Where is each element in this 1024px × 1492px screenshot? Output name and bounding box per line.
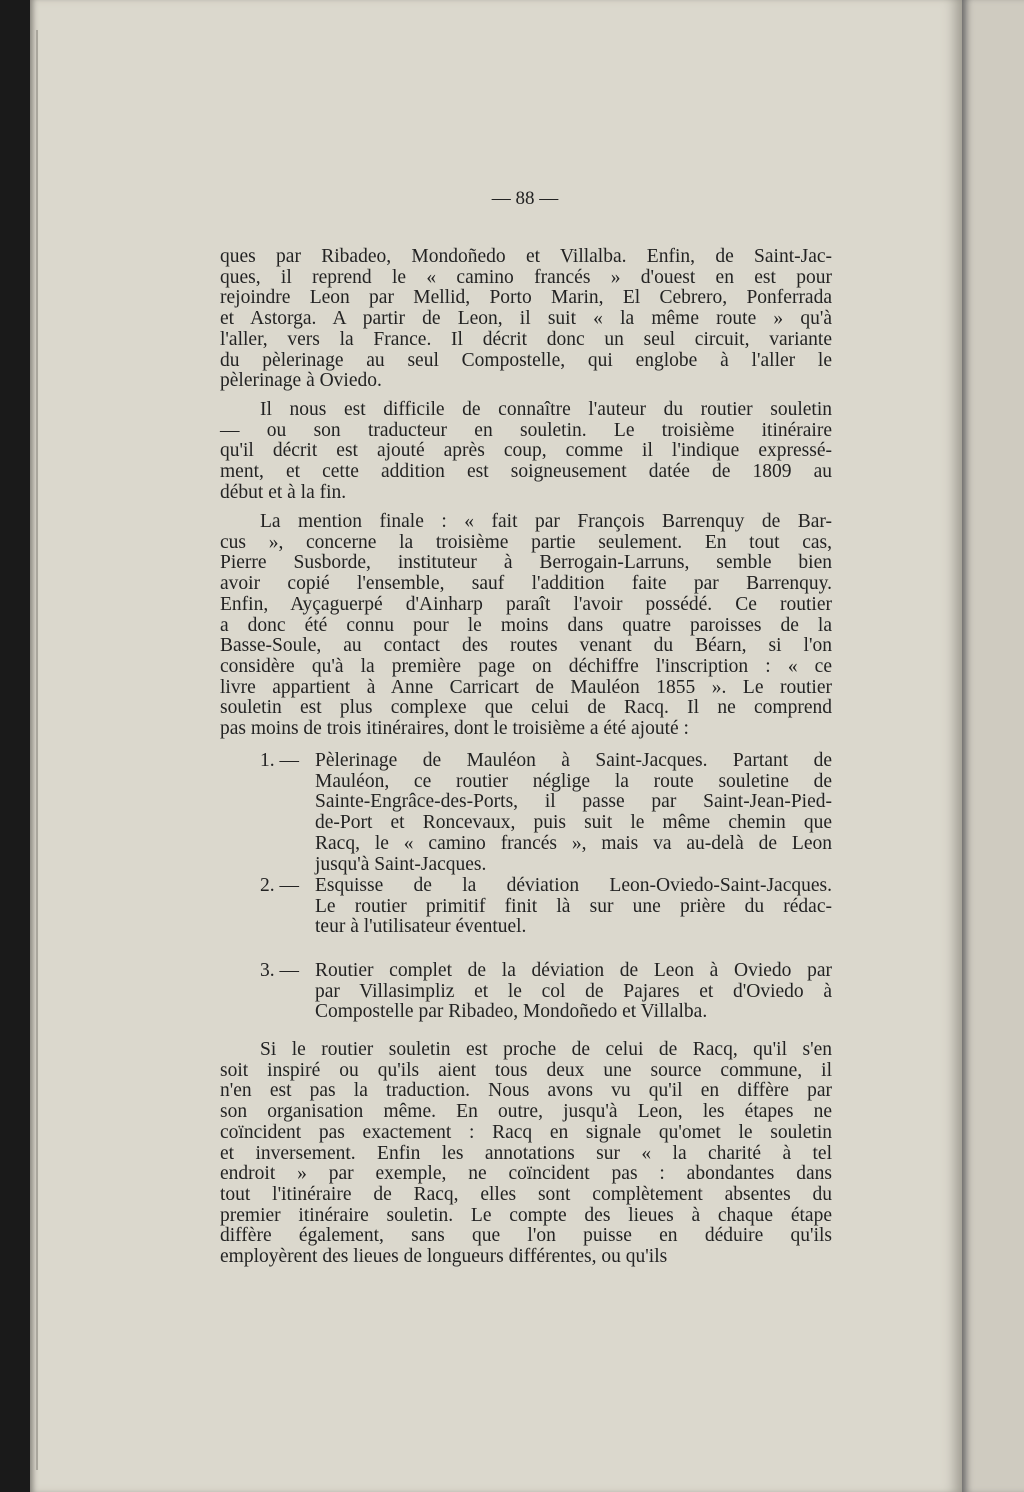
text-line: Racq, le « camino francés », mais va au-delà de Leon <box>315 832 832 854</box>
text-line: soit inspiré ou qu'ils aient tous deux une source commune, il <box>220 1059 832 1081</box>
paragraph <box>220 512 832 740</box>
text-line: a donc été connu pour le moins dans quatre paroisses de la <box>220 614 832 636</box>
text-line: Il nous est difficile de connaître l'auteur du routier souletin <box>260 399 832 420</box>
text-line: Enfin, Ayçaguerpé d'Ainharp paraît l'avoir possédé. Ce routier <box>220 593 832 615</box>
text-line: Si le routier souletin est proche de celui de Racq, qu'il s'en <box>260 1039 832 1060</box>
text-line: début et à la fin. <box>220 481 347 503</box>
text-line: n'en est pas la traduction. Nous avons vu qu'il en diffère par <box>220 1080 832 1102</box>
list-number: 2. — <box>260 875 299 896</box>
text-line: employèrent des lieues de longueurs différentes, ou qu'ils <box>220 1246 668 1268</box>
text-line: Compostelle par Ribadeo, Mondoñedo et Villalba. <box>315 1001 708 1023</box>
text-line: Esquisse de la déviation Leon-Oviedo-Saint-Jacques. <box>315 875 832 896</box>
text-line: Pèlerinage de Mauléon à Saint-Jacques. Partant de <box>315 750 832 771</box>
paragraph <box>220 1040 832 1268</box>
text-line: Pierre Susborde, instituteur à Berrogain-Larruns, semble bien <box>220 552 832 574</box>
text-line: Mauléon, ce routier néglige la route souletine de <box>315 770 832 792</box>
list-item <box>260 875 832 938</box>
text-line: qu'il décrit est ajouté après coup, comme il l'indique expressé- <box>220 440 832 462</box>
text-line: son organisation même. En outre, jusqu'à Leon, les étapes ne <box>220 1101 832 1123</box>
book-page <box>30 0 962 1492</box>
paragraph <box>220 400 832 504</box>
page-edge <box>36 30 38 1470</box>
paragraph <box>220 247 832 392</box>
text-line: de-Port et Roncevaux, puis suit le même chemin que <box>315 812 832 834</box>
text-line: Basse-Soule, au contact des routes venant du Béarn, si l'on <box>220 635 832 657</box>
text-line: cus », concerne la troisième partie seulement. En tout cas, <box>220 531 832 553</box>
list-item <box>260 960 832 1023</box>
list-number: 3. — <box>260 960 299 981</box>
page-number: — 88 — <box>491 188 559 209</box>
text-line: — ou son traducteur en souletin. Le troisième itinéraire <box>220 419 832 441</box>
text-line: avoir copié l'ensemble, sauf l'addition faite par Barrenquy. <box>220 573 832 595</box>
text-line: endroit » par exemple, ne coïncident pas : abondantes dans <box>220 1163 832 1185</box>
text-line: La mention finale : « fait par François Barrenquy de Bar- <box>260 511 832 532</box>
text-line: et inversement. Enfin les annotations sur « la charité à tel <box>220 1142 832 1164</box>
text-line: l'aller, vers la France. Il décrit donc un seul circuit, variante <box>220 328 832 350</box>
text-line: tout l'itinéraire de Racq, elles sont complètement absentes du <box>220 1183 832 1205</box>
list-item <box>260 750 832 875</box>
text-line: et Astorga. A partir de Leon, il suit « la même route » qu'à <box>220 308 832 330</box>
text-line: livre appartient à Anne Carricart de Mauléon 1855 ». Le routier <box>220 676 832 698</box>
text-line: diffère également, sans que l'on puisse en déduire qu'ils <box>220 1225 832 1247</box>
text-line: rejoindre Leon par Mellid, Porto Marin, El Cebrero, Ponferrada <box>220 287 832 309</box>
text-line: pèlerinage à Oviedo. <box>220 370 382 392</box>
text-line: Routier complet de la déviation de Leon à Oviedo par <box>315 960 832 981</box>
text-line: par Villasimpliz et le col de Pajares et d'Oviedo à <box>315 980 832 1002</box>
list-number: 1. — <box>260 750 299 771</box>
text-line: ques, il reprend le « camino francés » d'ouest en est pour <box>220 266 832 288</box>
text-line: Sainte-Engrâce-des-Ports, il passe par Saint-Jean-Pied- <box>315 791 832 813</box>
text-line: premier itinéraire souletin. Le compte des lieues à chaque étape <box>220 1204 832 1226</box>
text-line: ment, et cette addition est soigneusement datée de 1809 au <box>220 461 832 483</box>
text-line: pas moins de trois itinéraires, dont le troisième a été ajouté : <box>220 718 689 740</box>
text-line: considère qu'à la première page on déchiffre l'inscription : « ce <box>220 655 832 677</box>
text-line: Le routier primitif finit là sur une prière du rédac- <box>315 895 832 917</box>
text-line: ques par Ribadeo, Mondoñedo et Villalba. Enfin, de Saint-Jac- <box>220 246 832 267</box>
facing-page <box>962 0 1024 1492</box>
text-line: jusqu'à Saint-Jacques. <box>315 853 487 875</box>
text-line: teur à l'utilisateur éventuel. <box>315 916 527 938</box>
text-line: souletin est plus complexe que celui de Racq. Il ne comprend <box>220 697 832 719</box>
text-line: coïncident pas exactement : Racq en signale qu'omet le souletin <box>220 1121 832 1143</box>
text-line: du pèlerinage au seul Compostelle, qui englobe à l'aller le <box>220 349 832 371</box>
